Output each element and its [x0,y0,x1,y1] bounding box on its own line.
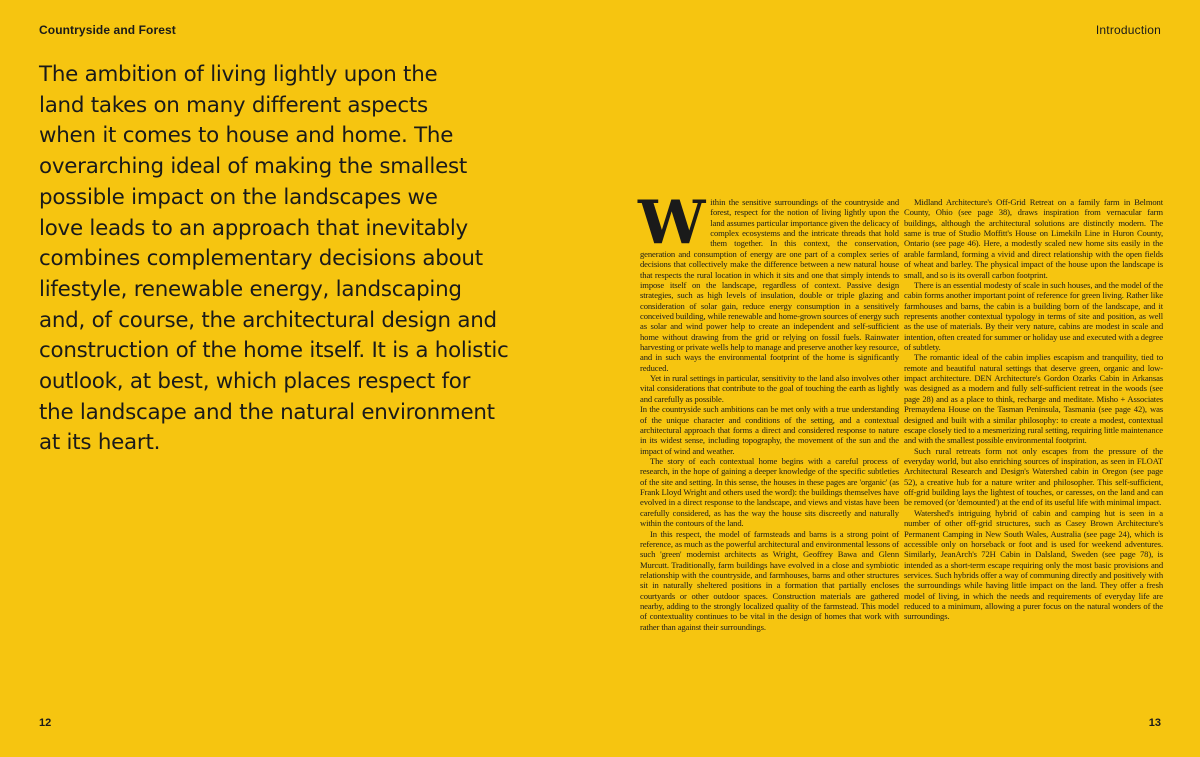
body-column-2 [904,197,1163,622]
intro-line: land takes on many different aspects [39,92,428,118]
body-paragraph: In the countryside such ambitions can be met only with a true understanding of the unique character and conditions of the setting, and a contextual architectural approach that forms a direct and considered response to nature in its widest sense, including topography, the movement of the sun and the impact of wind and weather. [640,404,899,456]
body-paragraph: There is an essential modesty of scale in such houses, and the model of the cabin forms another important point of reference for green living. Rather like farmhouses and barns, the cabin is a building born of the landscape, and it represents another contextual typology in terms of site and position, as well as the use of materials. By their very nature, cabins are modest in scale and intention, often created for summer or holiday use and executed with a degree of subtlety. [904,279,1163,353]
page-number-left: 12 [39,717,52,729]
intro-line: overarching ideal of making the smallest [39,154,468,180]
body-paragraph: Midland Architecture's Off-Grid Retreat on a family farm in Belmont County, Ohio (see page 38), draws inspiration from vernacular farm buildings, although the architectural solutions are distinctly modern. The same is true of Studio Moffitt's House on Limekiln Line in Huron County, Ontario (see page 46). Here, a modestly scaled new home sits easily in the arable farmland, forming a vivid and direct relationship with the open fields of wheat and barley. The physical impact of the house upon the landscape is small, and so is its overall carbon footprint. [904,197,1163,280]
body-paragraph: In this respect, the model of farmsteads and barns is a strong point of reference, as much as the powerful architectural and environmental lessons of such 'green' modernist architects as Wright, Geoffrey Bawa and Glenn Murcutt. Traditionally, farm buildings have evolved in a close and symbiotic relationship with the countryside, and farmhouses, barns and other structures sit in naturally sheltered positions in a formation that partially encloses courtyards or other outdoor spaces. Construction materials are gathered nearby, adding to the strongly localized quality of the farmstead. This model of contextuality continues to be vital in the design of homes that work with rather than against their surroundings. [640,528,899,632]
intro-statement [39,60,549,459]
body-paragraph: Such rural retreats form not only escapes from the pressure of the everyday world, but also enriching sources of inspiration, as seen in FLOAT Architectural Research and Design's Watershed cabin in Oregon (see page 52), a creative hub for a nature writer and philosopher. This self-sufficient, off-grid building lays the lightest of touches, or caresses, on the land and can be removed (or 'demounted') at the end of its useful life with minimal impact. [904,445,1163,508]
body-paragraph: Watershed's intriguing hybrid of cabin and camping hut is seen in a number of other off-grid structures, such as Casey Brown Architecture's Permanent Camping in New South Wales, Australia (see page 24), which is accessible only on horseback or foot and is used for weekend adventures. Similarly, JeanArch's 72H Cabin in Dalsland, Sweden (see page 78), is intended as a short-term escape requiring only the most basic provisions and services. Such hybrids offer a way of communing directly and positively with the surroundings while having little impact on the land. They offer a fresh model of living, in which the needs and requirements of everyday life are reduced to a minimum, allowing a purer focus on the natural wonders of the surroundings. [904,507,1163,622]
body-paragraph: Yet in rural settings in particular, sensitivity to the land also involves other vital considerations that contribute to the goal of touching the earth as lightly and carefully as possible. [640,373,899,404]
drop-cap: W [638,188,706,258]
intro-line: at its heart. [39,430,161,456]
section-title: Countryside and Forest [39,23,176,37]
intro-line: and, of course, the architectural design and [39,307,497,333]
intro-line: the landscape and the natural environment [39,399,495,425]
intro-line: lifestyle, renewable energy, landscaping [39,276,462,302]
chapter-title: Introduction [1095,23,1161,37]
intro-line: possible impact on the landscapes we [39,184,438,210]
intro-line: when it comes to house and home. The [39,123,454,149]
page-number-right: 13 [1148,717,1161,729]
body-paragraph [638,188,899,373]
intro-line: The ambition of living lightly upon the [39,62,438,87]
intro-line: combines complementary decisions about [39,246,483,272]
right-page [600,0,1200,757]
intro-line: outlook, at best, which places respect for [39,369,471,395]
intro-line: construction of the home itself. It is a holistic [39,338,509,364]
intro-line: love leads to an approach that inevitably [39,215,468,241]
body-column-1 [638,188,899,632]
body-paragraph: The romantic ideal of the cabin implies escapism and tranquility, tied to remote and beautiful natural settings that deserve green, organic and low-impact architecture. DEN Architecture's Gordon Ozarks Cabin in Arkansas was designed as a modern and fully self-sufficient retreat in the woods (see page 28) and as a place to think, recharge and meditate. Misho + Associates Premaydena House on the Tasman Peninsula, Tasmania (see page 42), was designed and built with a similar philosophy: to create a modest, contextual escape closely tied to a mesmerizing rural setting, requiring little maintenance and with the smallest possible environmental footprint. [904,352,1163,446]
body-paragraph-text: ithin the sensitive surroundings of the countryside and forest, respect for the notion of living lightly upon the land assumes particular importance given the delicacy of complex ecosystems and the intricate threads that hold them together. In this context, the conservation, generation and consumption of energy are one part of a complex series of decisions that collectively make the difference between a new natural house that respects the rural location in which it sits and one that simply intends to impose itself on the landscape, regardless of context. Passive design strategies, such as high levels of insulation, double or triple glazing and consideration of solar gain, reduce energy consumption in a sensitively conceived building, while renewable and home-grown sources of energy such as solar and wind power help to create an independent and self-sufficient home without drawing from the grid or relying on fossil fuels. Rainwater harvesting or private wells help to manage and preserve another key resource, and in such ways the environmental footprint of the home is significantly reduced. [640,197,899,373]
body-paragraph: The story of each contextual home begins with a careful process of research, in the hope of gaining a deeper knowledge of the specific subtleties of the site and setting. In this sense, the houses in these pages are 'organic' (as Frank Lloyd Wright and others used the word): the buildings themselves have evolved in a direct response to the landscape, and views and vistas have been carefully considered, as has the way the house sits discreetly and naturally within the contours of the land. [640,455,899,529]
